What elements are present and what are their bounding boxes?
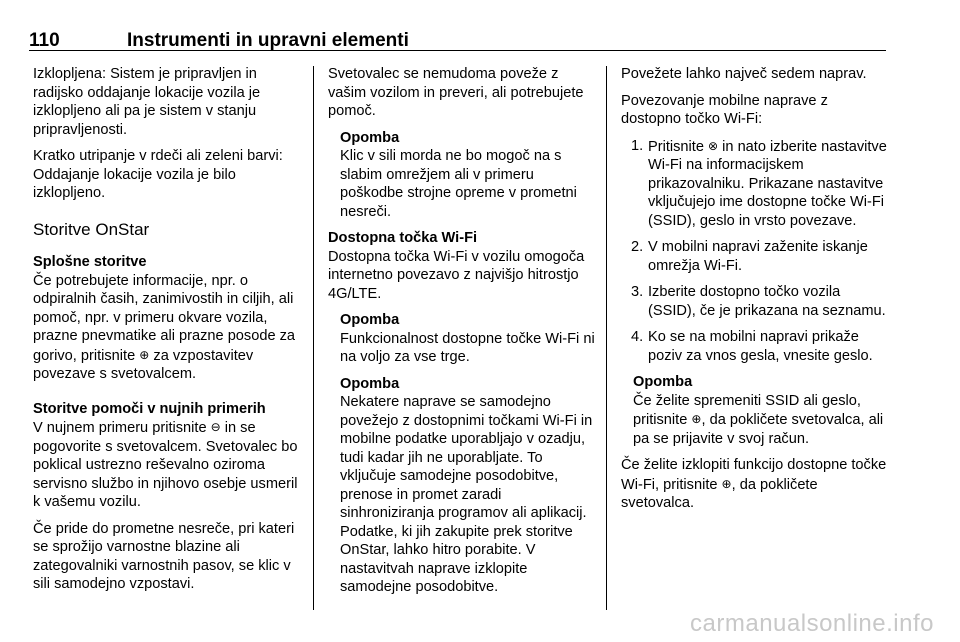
note-title: Opomba: [340, 129, 400, 146]
list-item: 3. Izberite dostopno točko vozila (SSID), če je prikazana na seznamu.: [631, 284, 886, 319]
page-header: [29, 30, 886, 50]
subheading: Storitve pomoči v nujnih primerih: [33, 400, 266, 417]
column-1: [33, 65, 303, 602]
note: [340, 375, 596, 597]
header-rule: [29, 50, 886, 51]
column-2: [328, 65, 596, 605]
subheading: Dostopna točka Wi-Fi: [328, 230, 478, 246]
emergency-icon: ⊖: [210, 420, 221, 434]
column-divider-1: [313, 66, 314, 610]
column-divider-2: [606, 66, 607, 610]
note-title: Opomba: [633, 374, 693, 390]
page-number: 110: [29, 30, 60, 51]
onstar-icon: ⊕: [139, 347, 150, 362]
steps-list: [621, 137, 889, 366]
watermark: carmanualsonline.info: [690, 610, 934, 637]
general-services: Splošne storitve Če potrebujete informacije, npr. o odpiralnih časih, zanimivostih in ciljih, ali pomoč, npr. v primeru okvare vozila, prazne pnevmatike ali prazne posode za gorivo, pritisnite ⊕ za vzpostavitev povezave s svetovalcem.: [33, 253, 303, 384]
note-title: Opomba: [340, 375, 400, 392]
paragraph: Če želite izklopiti funkcijo dostopne točke Wi-Fi, pritisnite ⊕, da pokličete svetovalca.: [621, 457, 887, 511]
paragraph: Kratko utripanje v rdeči ali zeleni barvi: Oddajanje lokacije vozila je bilo izklopljeno.: [33, 148, 283, 201]
note: [340, 311, 596, 367]
note-text: Klic v sili morda ne bo mogoč na s slabim omrežjem ali v primeru poškodbe strojne opreme v prometni nesreči.: [340, 148, 577, 220]
wifi-section: Dostopna točka Wi-Fi Dostopna točka Wi-Fi v vozilu omogoča internetno povezavo z najvišjo hitrostjo 4G/LTE.: [328, 229, 596, 303]
list-item: 1. Pritisnite ⊗ in nato izberite nastavitve Wi-Fi na informacijskem prikazovalniku. Prikazane nastavitve vključujejo ime dostopne točke Wi-Fi (SSID), geslo in vrsto povezave.: [631, 137, 887, 229]
note-text: Funkcionalnost dostopne točke Wi-Fi ni na voljo za vse trge.: [340, 330, 595, 365]
note-text: Nekatere naprave se samodejno povežejo z dostopnimi točkami Wi-Fi in mobilne podatke uporabljajo v ozadju, tudi kadar jih ne uporabljate. To vključuje samodejne posodobitve, prenose in promet zaradi sinhroniziranja programov ali aplikacij. Podatke, ki jih zakupite prek storitve OnStar, lahko hitro porabite. V nastavitvah naprave izklopite samodejne posodobitve.: [340, 394, 593, 595]
subheading: Splošne storitve: [33, 254, 147, 270]
paragraph: Povezovanje mobilne naprave z dostopno točko Wi-Fi:: [621, 92, 828, 127]
page-title: Instrumenti in upravni elementi: [127, 30, 409, 51]
note-title: Opomba: [340, 312, 400, 328]
list-item: 4. Ko se na mobilni napravi prikaže poziv za vnos gesla, vnesite geslo.: [631, 329, 873, 364]
list-item: 2. V mobilni napravi zaženite iskanje omrežja Wi-Fi.: [631, 239, 868, 274]
note: [340, 129, 596, 222]
paragraph: Povežete lahko največ sedem naprav.: [621, 66, 867, 82]
paragraph: Če pride do prometne nesreče, pri kateri se sprožijo varnostne blazine ali zategovalniki varnostnih pasov, se klic v sili samodejno vzpostavi.: [33, 520, 295, 592]
settings-icon: ⊗: [708, 138, 719, 153]
column-3: [621, 65, 889, 521]
note: Opomba Če želite spremeniti SSID ali geslo, pritisnite ⊕, da pokličete svetovalca, ali pa se prijavite v svoj račun.: [633, 373, 889, 448]
paragraph: Izklopljena: Sistem je pripravljen in radijsko oddajanje lokacije vozila je izklopljeno ali pa je sistem v stanju pripravljenosti.: [33, 66, 261, 138]
onstar-icon: ⊕: [691, 412, 702, 426]
onstar-icon: ⊕: [721, 476, 732, 491]
paragraph: Svetovalec se nemudoma poveže z vašim vozilom in preveri, ali potrebujete pomoč.: [328, 66, 584, 119]
section-heading: Storitve OnStar: [33, 219, 150, 239]
emergency-services: Storitve pomoči v nujnih primerih V nujnem primeru pritisnite ⊖ in se pogovorite s svetovalcem. Svetovalec bo poklical ustrezno reševalno oziroma servisno službo in njihovo osebje usmeril k vašemu vozilu.: [33, 400, 303, 512]
